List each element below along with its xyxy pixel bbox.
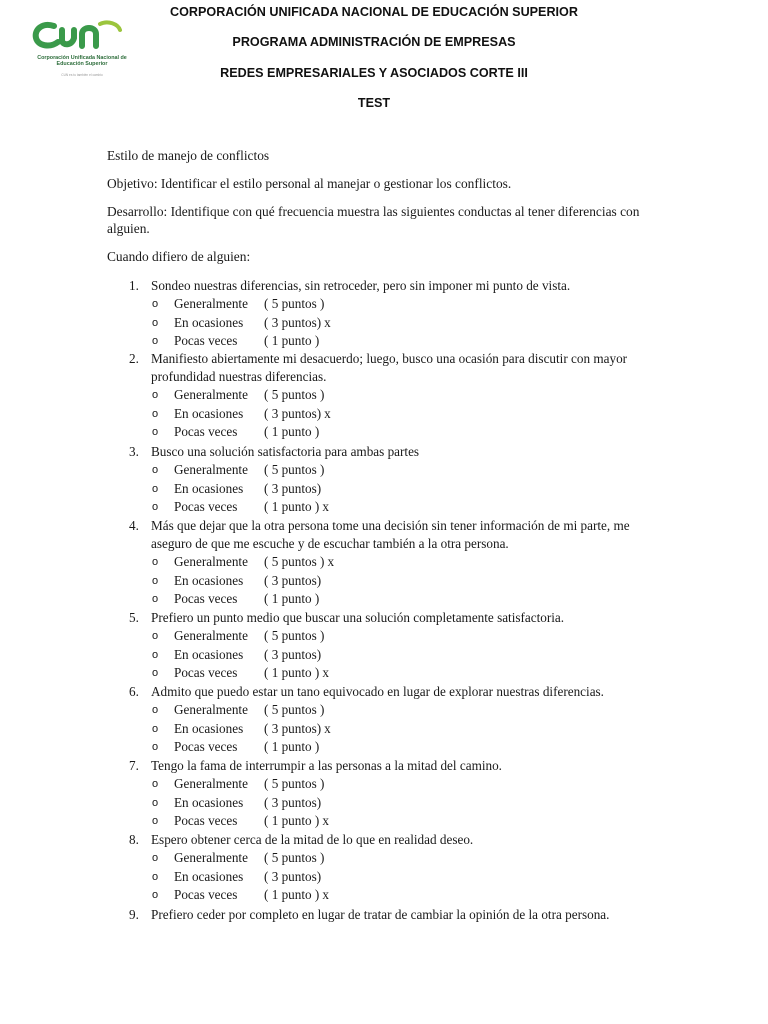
bullet-icon: o — [152, 407, 159, 420]
option-label: Pocas veces — [174, 813, 238, 828]
answer-option — [129, 646, 669, 665]
bullet-icon: o — [152, 593, 159, 605]
bullet-icon: o — [152, 556, 159, 568]
bullet-icon: o — [152, 389, 159, 401]
header-institution: CORPORACIÓN UNIFICADA NACIONAL DE EDUCACIÓN SUPERIOR — [170, 5, 578, 19]
question-number: 7. — [129, 758, 139, 773]
question-item — [129, 906, 669, 924]
question-number: 1. — [129, 278, 139, 293]
selection-mark: x — [322, 499, 329, 514]
option-points: ( 1 punto ) — [264, 591, 320, 606]
option-points: ( 3 puntos) — [264, 314, 322, 330]
option-label: Generalmente — [174, 628, 248, 643]
answer-option — [129, 405, 669, 424]
option-label: Pocas veces — [174, 333, 238, 348]
question-number: 3. — [129, 444, 139, 459]
bullet-icon: o — [152, 815, 159, 827]
answer-options — [129, 553, 669, 609]
answer-option — [129, 812, 669, 831]
selection-mark: x — [324, 405, 331, 421]
question-item — [129, 757, 669, 831]
option-label: Generalmente — [174, 296, 248, 311]
question-item — [129, 350, 669, 442]
option-points: ( 1 punto ) — [264, 424, 320, 439]
option-points: ( 5 puntos ) — [264, 776, 325, 791]
bullet-icon: o — [152, 648, 159, 661]
question-text: Espero obtener cerca de la mitad de lo que en realidad deseo. — [151, 832, 474, 847]
selection-mark: x — [322, 665, 329, 680]
answer-option — [129, 461, 669, 480]
answer-option — [129, 794, 669, 813]
question-text: Más que dejar que la otra persona tome una decisión sin tener información de mi parte, me aseguro de que me escuche y de escuchar también a la otra persona. — [151, 518, 630, 551]
answer-option — [129, 423, 669, 442]
answer-option — [129, 775, 669, 794]
question-item — [129, 277, 669, 351]
option-label: Pocas veces — [174, 665, 238, 680]
question-number: 8. — [129, 832, 139, 847]
question-text: Prefiero un punto medio que buscar una solución completamente satisfactoria. — [151, 610, 565, 625]
bullet-icon: o — [152, 778, 159, 790]
question-number: 5. — [129, 610, 139, 625]
option-points: ( 5 puntos ) — [264, 628, 325, 643]
option-label: En ocasiones — [174, 572, 244, 588]
option-label: Pocas veces — [174, 887, 238, 902]
option-points: ( 5 puntos ) — [264, 387, 325, 402]
bullet-icon: o — [152, 704, 159, 716]
answer-option — [129, 590, 669, 609]
option-label: Pocas veces — [174, 499, 238, 514]
answer-option — [129, 332, 669, 351]
option-points: ( 3 puntos) — [264, 480, 322, 496]
option-points: ( 1 punto ) — [264, 813, 320, 828]
option-points: ( 1 punto ) — [264, 333, 320, 348]
bullet-icon: o — [152, 667, 159, 679]
answer-option — [129, 849, 669, 868]
bullet-icon: o — [152, 630, 159, 642]
development-text: Desarrollo: Identifique con qué frecuencia muestra las siguientes conductas al tener diferencias con alguien. — [107, 204, 640, 236]
question-text: Sondeo nuestras diferencias, sin retroceder, pero sin imponer mi punto de vista. — [151, 278, 571, 293]
option-points: ( 5 puntos ) — [264, 296, 325, 311]
bullet-icon: o — [152, 870, 159, 883]
answer-option — [129, 386, 669, 405]
answer-option — [129, 480, 669, 499]
selection-mark: x — [322, 813, 329, 828]
bullet-icon: o — [152, 335, 159, 347]
answer-option — [129, 295, 669, 314]
option-label: En ocasiones — [174, 720, 244, 736]
bullet-icon: o — [152, 574, 159, 587]
selection-mark: x — [327, 554, 335, 569]
answer-option — [129, 738, 669, 757]
question-item — [129, 609, 669, 683]
question-number: 4. — [129, 518, 139, 533]
bullet-icon: o — [152, 482, 159, 495]
question-number: 2. — [129, 351, 139, 366]
answer-option — [129, 720, 669, 739]
option-points: ( 1 punto ) — [264, 739, 320, 754]
question-item — [129, 683, 669, 757]
option-label: Generalmente — [174, 702, 248, 717]
option-points: ( 1 punto ) — [264, 665, 320, 680]
document-title: Estilo de manejo de conflictos — [107, 148, 270, 163]
selection-mark: x — [324, 314, 331, 330]
answer-option — [129, 314, 669, 333]
answer-option — [129, 868, 669, 887]
option-label: Generalmente — [174, 776, 248, 791]
bullet-icon: o — [152, 722, 159, 735]
option-points: ( 1 punto ) — [264, 499, 320, 514]
option-label: En ocasiones — [174, 480, 244, 496]
logo-tagline: CUN es tu también el cambio — [61, 73, 103, 77]
selection-mark: x — [324, 720, 331, 736]
option-points: ( 5 puntos ) — [264, 462, 325, 477]
answer-option — [129, 664, 669, 683]
answer-options — [129, 386, 669, 442]
option-label: En ocasiones — [174, 405, 244, 421]
lead-text: Cuando difiero de alguien: — [107, 249, 251, 264]
bullet-icon: o — [152, 426, 159, 438]
bullet-icon: o — [152, 889, 159, 901]
header-test: TEST — [357, 96, 391, 110]
answer-options — [129, 627, 669, 683]
option-label: En ocasiones — [174, 314, 244, 330]
answer-options — [129, 775, 669, 831]
option-points: ( 3 puntos) — [264, 720, 322, 736]
option-label: En ocasiones — [174, 646, 244, 662]
answer-option — [129, 498, 669, 517]
option-label: Pocas veces — [174, 591, 238, 606]
question-text: Tengo la fama de interrumpir a las personas a la mitad del camino. — [151, 758, 502, 773]
option-label: En ocasiones — [174, 794, 244, 810]
answer-option — [129, 886, 669, 905]
answer-option — [129, 572, 669, 591]
header-course: REDES EMPRESARIALES Y ASOCIADOS CORTE III — [220, 66, 528, 80]
logo-organization-name: Corporación Unificada Nacional de Educación Superior — [37, 55, 127, 67]
question-number: 9. — [129, 907, 139, 922]
bullet-icon: o — [152, 316, 159, 329]
bullet-icon: o — [152, 298, 159, 310]
answer-options — [129, 849, 669, 905]
option-points: ( 3 puntos) — [264, 646, 322, 662]
bullet-icon: o — [152, 501, 159, 513]
answer-options — [129, 295, 669, 351]
selection-mark: x — [322, 887, 329, 902]
option-points: ( 5 puntos ) — [264, 850, 325, 865]
option-label: Pocas veces — [174, 739, 238, 754]
option-points: ( 5 puntos ) — [264, 702, 325, 717]
question-text: Busco una solución satisfactoria para ambas partes — [151, 444, 420, 459]
option-points: ( 1 punto ) — [264, 887, 320, 902]
question-text: Manifiesto abiertamente mi desacuerdo; luego, busco una ocasión para discutir con mayor profundidad nuestras diferencias. — [151, 351, 628, 384]
option-points: ( 3 puntos) — [264, 794, 322, 810]
option-points: ( 3 puntos) — [264, 868, 322, 884]
option-label: Generalmente — [174, 850, 248, 865]
question-number: 6. — [129, 684, 139, 699]
bullet-icon: o — [152, 852, 159, 864]
option-label: En ocasiones — [174, 868, 244, 884]
option-label: Generalmente — [174, 554, 248, 569]
answer-option — [129, 701, 669, 720]
option-points: ( 5 puntos ) — [264, 554, 325, 569]
answer-options — [129, 461, 669, 517]
option-label: Pocas veces — [174, 424, 238, 439]
answer-option — [129, 627, 669, 646]
objective-text: Objetivo: Identificar el estilo personal al manejar o gestionar los conflictos. — [107, 176, 512, 191]
question-item — [129, 831, 669, 905]
bullet-icon: o — [152, 741, 159, 753]
bullet-icon: o — [152, 796, 159, 809]
bullet-icon: o — [152, 464, 159, 476]
option-points: ( 3 puntos) — [264, 572, 322, 588]
header-program: PROGRAMA ADMINISTRACIÓN DE EMPRESAS — [232, 35, 516, 49]
option-label: Generalmente — [174, 387, 248, 402]
question-text: Prefiero ceder por completo en lugar de tratar de cambiar la opinión de la otra persona. — [151, 907, 610, 922]
answer-options — [129, 701, 669, 757]
option-label: Generalmente — [174, 462, 248, 477]
option-points: ( 3 puntos) — [264, 405, 322, 421]
question-item — [129, 443, 669, 517]
answer-option — [129, 553, 669, 572]
question-text: Admito que puedo estar un tano equivocado en lugar de explorar nuestras diferencias. — [151, 684, 604, 699]
question-item — [129, 517, 669, 609]
